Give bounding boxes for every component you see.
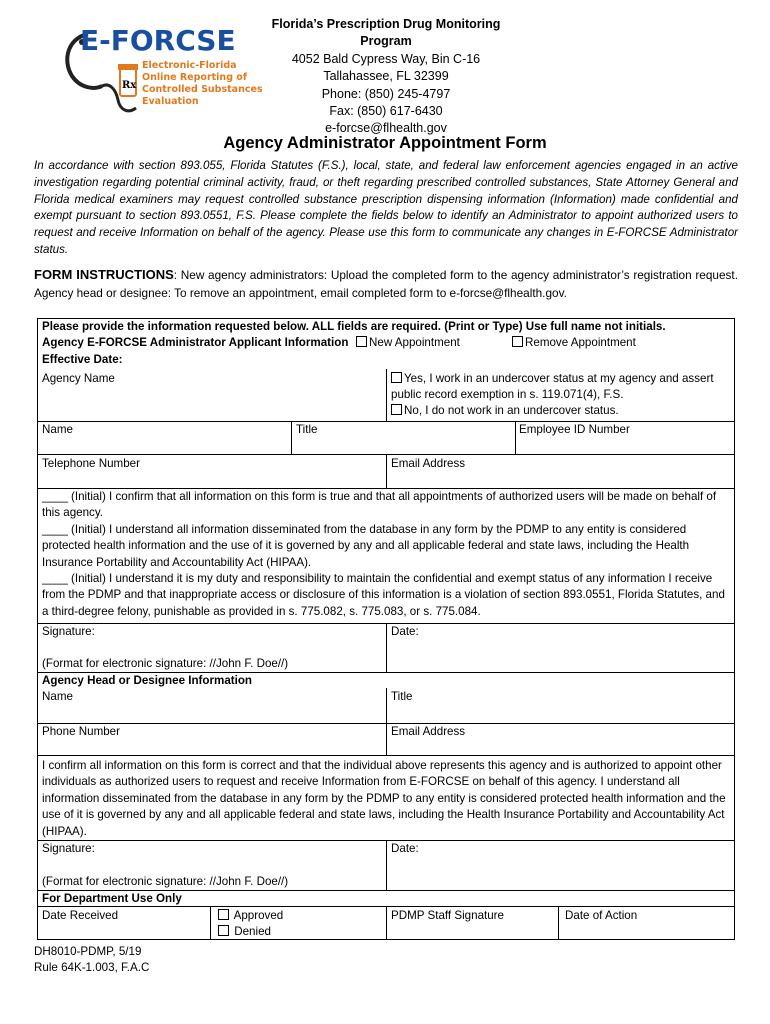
logo-tagline-2: Online Reporting of [142,72,247,83]
section-agency-head-heading: Agency Head or Designee Information [42,674,253,687]
effective-date-field[interactable]: Effective Date: [42,353,123,366]
head-confirmation: I confirm all information on this form is correct and that the individual above represents this agency and is authorized to appoint other individuals as authorized users to request and receive Information from E-FORCSE on behalf of this agency. I understand all information disseminated from the database in any form by the PDMP to any entity is considered protected health information and the use of it is governed by any and all applicable federal and state laws, including the Health Insurance Portability and Accountability Act (HIPAA). [42,759,726,838]
approved-checkbox[interactable] [218,909,229,920]
remove-appointment-option[interactable] [512,335,636,351]
new-appointment-option[interactable] [356,335,460,351]
logo-brand: E-FORCSE [80,24,236,57]
new-appointment-checkbox[interactable] [356,336,367,347]
intro-paragraph: In accordance with section 893.055, Florida Statutes (F.S.), local, state, and federal law enforcement agencies engaged in an active investigation regarding potential criminal activity, fraud, or theft regarding prescribed controlled substances, State Attorney General and Florida medical examiners may request controlled substance prescription dispensing information (Information) made confidential and exempt pursuant to section 893.0551, F.S. Please complete the fields below to identify an Administrator to appoint authorized users to request and receive Information on behalf of the agency. Please use this form to communicate any changes in E-FORCSE Administrator status. [34,159,738,256]
org-name: Florida’s Prescription Drug Monitoring Program [271,17,501,49]
telephone-field[interactable]: Telephone Number [42,457,140,470]
head-date-field[interactable]: Date: [391,842,419,855]
remove-appointment-checkbox[interactable] [512,336,523,347]
fax: Fax: (850) 617-6430 [329,104,443,119]
date-of-action-field[interactable]: Date of Action [565,909,638,922]
esig-format-note: (Format for electronic signature: //John F. Doe//) [42,657,289,670]
acknowledgement-2: ____ (Initial) I understand all information disseminated from the database in any form by the PDMP to any entity is considered protected health information and the use of it is governed by any and all applicable federal and state laws, including the Health Insurance Portability and Accountability Act (HIPAA). [42,522,690,569]
applicant-signature-field[interactable]: Signature: [42,625,95,638]
undercover-yes-label-2: public record exemption in s. 119.071(4), F.S. [391,388,624,401]
e-forcse-logo [58,20,263,120]
rule-reference: Rule 64K-1.003, F.A.C [34,961,150,975]
head-name-field[interactable]: Name [42,690,73,703]
section-applicant-heading: Agency E-FORCSE Administrator Applicant Information [42,336,349,349]
undercover-no-checkbox[interactable] [391,404,402,415]
denied-checkbox[interactable] [218,925,229,936]
head-email-field[interactable]: Email Address [391,725,466,738]
form-table [37,318,735,940]
applicant-date-field[interactable]: Date: [391,625,419,638]
remove-appointment-label: Remove Appointment [525,336,636,349]
denied-label: Denied [234,925,271,938]
date-received-field[interactable]: Date Received [42,909,119,922]
employee-id-field[interactable]: Employee ID Number [519,423,630,436]
rx-mark: Rx [122,80,137,91]
page-title: Agency Administrator Appointment Form [223,134,547,152]
undercover-yes-option[interactable] [391,371,714,387]
form-number: DH8010-PDMP, 5/19 [34,945,142,958]
contact-email: e-forcse@flhealth.gov [325,121,447,136]
form-instructions [34,266,738,302]
head-phone-field[interactable]: Phone Number [42,725,120,738]
phone: Phone: (850) 245-4797 [321,86,451,101]
undercover-yes-checkbox[interactable] [391,372,402,383]
approved-label: Approved [233,909,284,922]
department-use-heading: For Department Use Only [42,892,182,905]
applicant-title-field[interactable]: Title [296,423,318,436]
address-line-1: 4052 Bald Cypress Way, Bin C-16 [291,51,481,66]
undercover-no-label: No, I do not work in an undercover status. [404,404,619,417]
instructions-label: FORM INSTRUCTIONS [34,267,174,282]
acknowledgements [42,489,732,620]
stethoscope-icon [58,20,263,120]
undercover-no-option[interactable] [391,403,619,419]
agency-name-field[interactable]: Agency Name [42,372,115,385]
logo-tagline-4: Evaluation [142,96,199,107]
undercover-yes-label: Yes, I work in an undercover status at my agency and assert [404,372,714,385]
head-esig-format-note: (Format for electronic signature: //John F. Doe//) [42,875,289,888]
footer [34,944,149,977]
applicant-name-field[interactable]: Name [42,423,73,436]
header-address [250,16,522,138]
new-appointment-label: New Appointment [369,336,460,349]
logo-tagline-1: Electronic-Florida [142,60,237,71]
staff-signature-field[interactable]: PDMP Staff Signature [391,909,504,922]
acknowledgement-1: ____ (Initial) I confirm that all information on this form is true and that all appointments of authorized users will be made on behalf of this agency. [42,490,717,520]
logo-tagline-3: Controlled Substances [142,84,263,95]
acknowledgement-3: ____ (Initial) I understand it is my duty and responsibility to maintain the confidential and exempt status of any information I receive from the PDMP and that inappropriate access or disclosure of this information is a violation of section 893.0551, Florida Statutes, and a third-degree felony, punishable as provided in s. 775.082, s. 775.083, or s. 775.084. [42,572,725,618]
approved-option[interactable] [218,908,283,924]
head-signature-field[interactable]: Signature: [42,842,95,855]
address-line-2: Tallahassee, FL 32399 [323,69,449,84]
instructions-text: : New agency administrators: Upload the completed form to the agency administrator’s registration request. Agency head or designee: To remove an appointment, email completed form to e-forcse@flhealth.gov. [34,268,738,300]
head-title-field[interactable]: Title [391,690,413,703]
denied-option[interactable] [218,924,271,940]
email-field[interactable]: Email Address [391,457,466,470]
requirement-text: Please provide the information requested below. ALL fields are required. (Print or Type) Use full name not initials. [42,320,666,333]
